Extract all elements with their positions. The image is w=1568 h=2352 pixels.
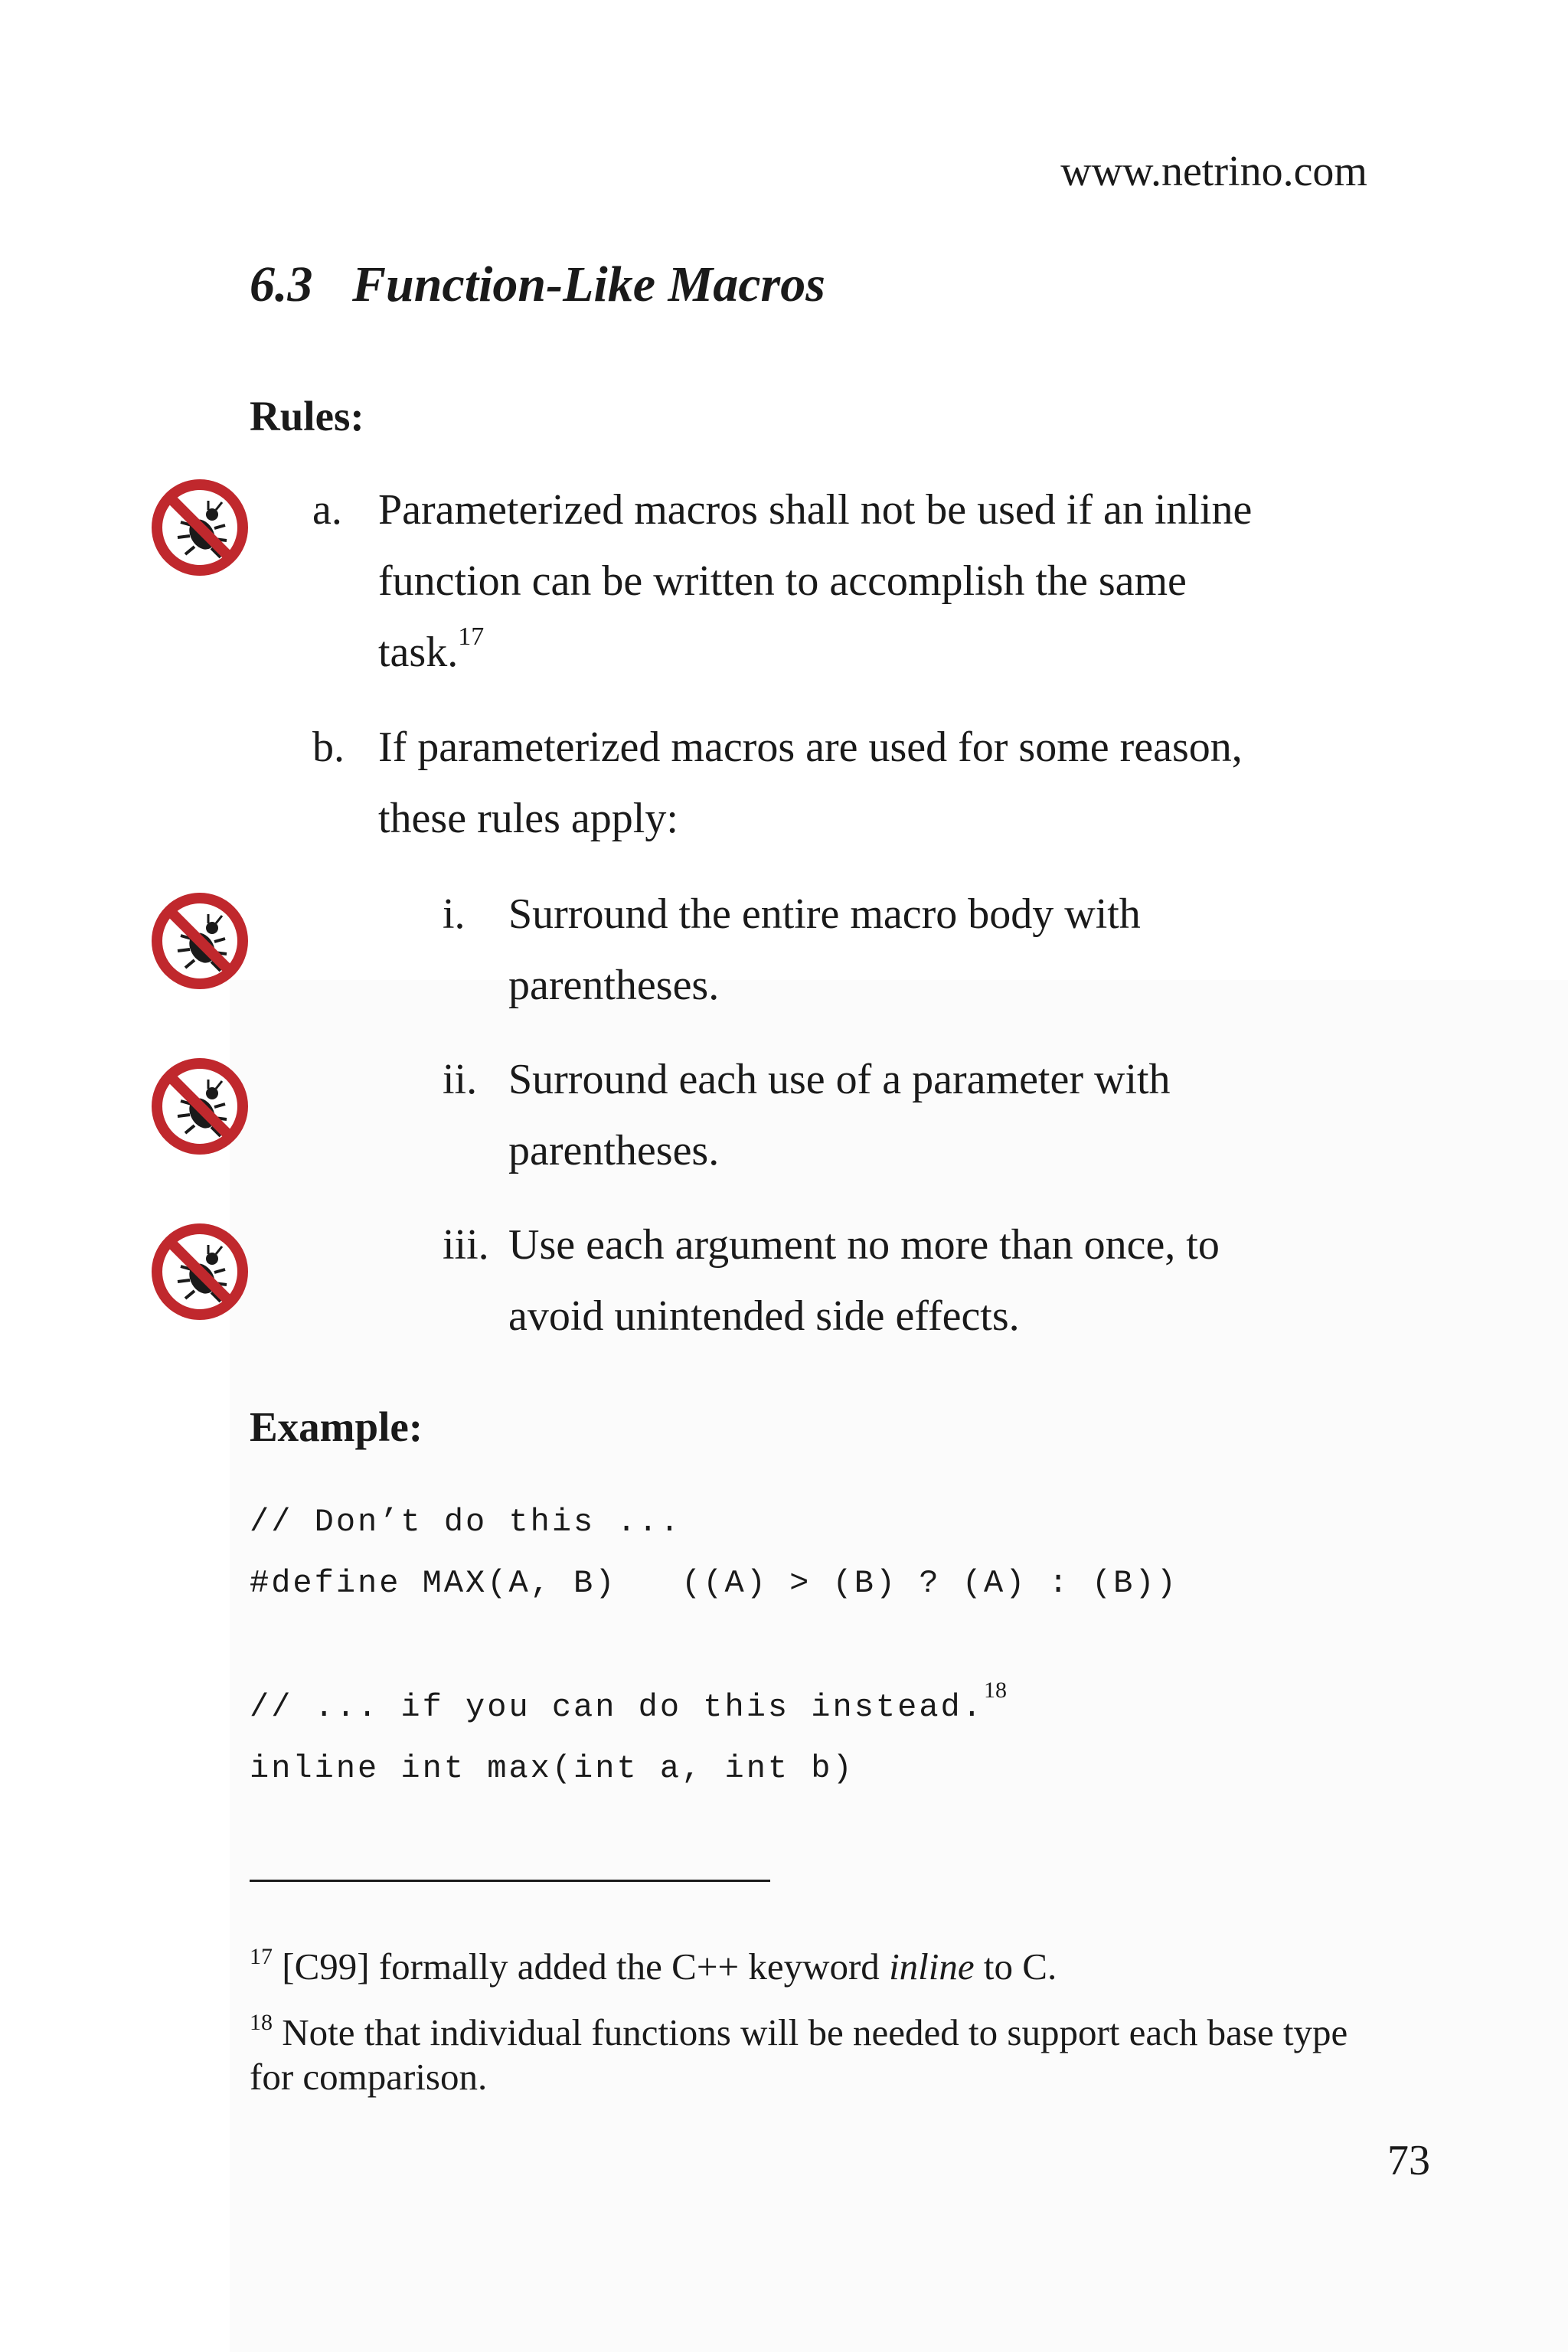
footnote-number: 18 — [250, 2010, 273, 2035]
subrule-iii — [443, 1210, 1400, 1352]
rule-text-line: function can be written to accomplish the same — [378, 557, 1187, 605]
footnote-ref: 17 — [458, 622, 485, 651]
code-line: inline int max(int a, int b) — [250, 1750, 854, 1787]
section-title-text: Function-Like Macros — [352, 256, 825, 312]
rule-text-line: these rules apply: — [378, 795, 678, 842]
rule-a — [312, 475, 1400, 688]
no-bug-icon — [150, 478, 250, 577]
no-bug-icon — [150, 1222, 250, 1321]
rule-label: a. — [312, 486, 342, 534]
subrule-label: i. — [443, 890, 466, 938]
example-heading: Example: — [250, 1403, 423, 1450]
footnote-number: 17 — [250, 1944, 273, 1969]
footnote-text: Note that individual functions will be needed to support each base type for comparison. — [250, 2011, 1348, 2098]
footnote-ref: 18 — [983, 1677, 1007, 1703]
subrule-text-line: parentheses. — [508, 962, 720, 1009]
footnote-text: [C99] formally added the C++ keyword — [273, 1945, 890, 1988]
footnote-divider — [250, 1880, 770, 1882]
subrule-i — [443, 879, 1400, 1021]
subrule-text-line: parentheses. — [508, 1127, 720, 1174]
rule-label: b. — [312, 724, 345, 771]
subrule-text-line: avoid unintended side effects. — [508, 1292, 1020, 1340]
header-url: www.netrino.com — [1060, 148, 1367, 195]
footnote-17 — [250, 1945, 1383, 1989]
code-line: #define MAX(A, B) ((A) > (B) ? (A) : (B)) — [250, 1565, 1178, 1602]
rules-heading: Rules: — [250, 393, 364, 439]
rule-text-line: Parameterized macros shall not be used if an inline — [378, 486, 1253, 534]
footnote-text: to C. — [974, 1945, 1057, 1988]
rule-text-line: task. — [378, 629, 459, 676]
page-number: 73 — [1387, 2137, 1430, 2184]
section-title — [250, 256, 825, 314]
rule-b — [312, 712, 1400, 854]
rule-text-line: If parameterized macros are used for some reason, — [378, 724, 1243, 771]
footnote-18 — [250, 2011, 1383, 2099]
subrule-text-line: Surround each use of a parameter with — [508, 1056, 1171, 1103]
code-line-text: // ... if you can do this instead. — [250, 1689, 984, 1726]
no-bug-icon — [150, 891, 250, 991]
no-bug-icon — [150, 1057, 250, 1156]
subrule-text-line: Surround the entire macro body with — [508, 890, 1141, 938]
subrule-ii — [443, 1044, 1400, 1187]
section-number: 6.3 — [250, 256, 313, 312]
subrule-label: iii. — [443, 1221, 489, 1269]
subrule-text-line: Use each argument no more than once, to — [508, 1221, 1220, 1269]
subrule-label: ii. — [443, 1056, 478, 1103]
footnote-italic-term: inline — [889, 1945, 975, 1988]
code-line — [250, 1677, 1007, 1726]
code-line: // Don’t do this ... — [250, 1504, 682, 1540]
